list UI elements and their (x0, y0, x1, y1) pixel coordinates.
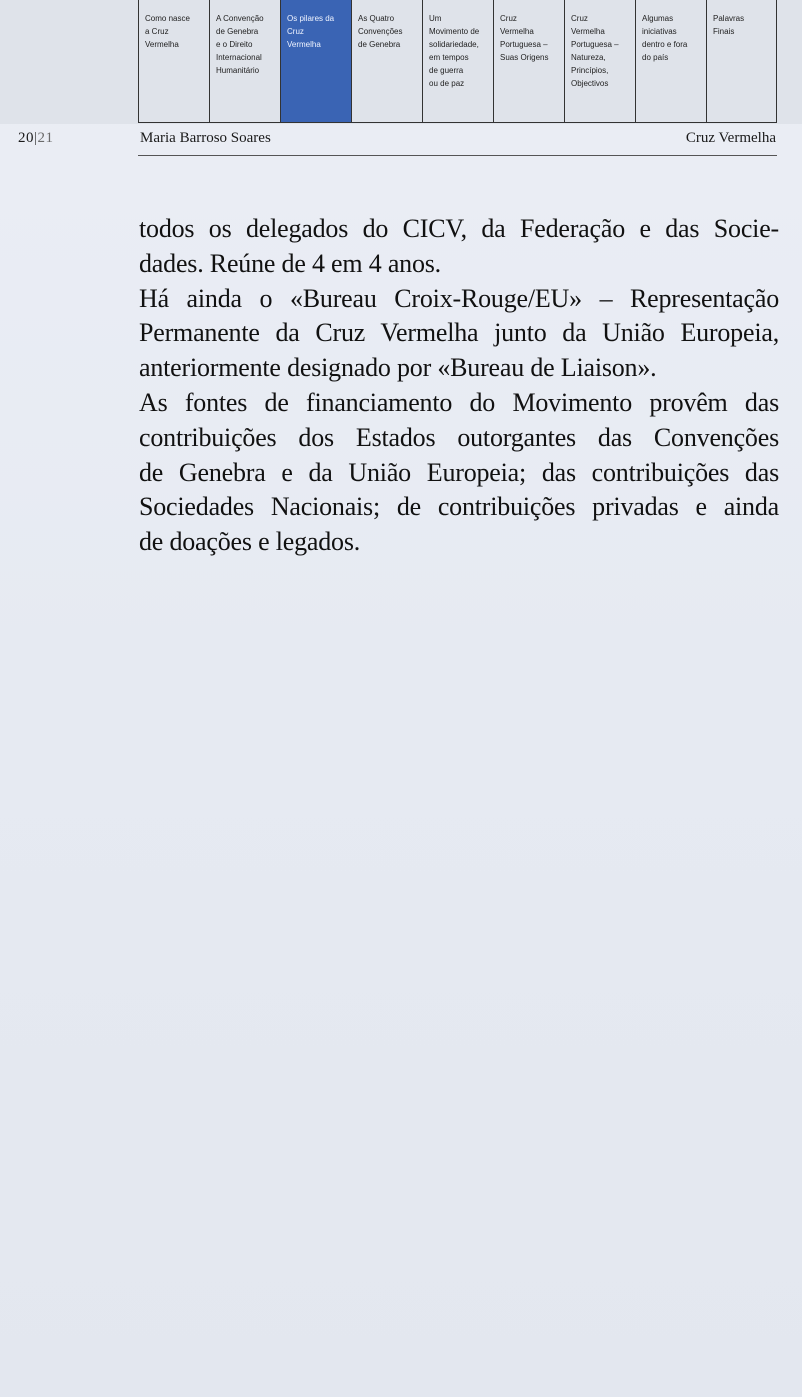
chapter-navigation-strip (0, 0, 802, 124)
page-number-right: 21 (37, 130, 54, 146)
section-title: Cruz Vermelha (685, 130, 776, 146)
body-line: anteriormente designado por «Bureau de Liaison». (139, 353, 657, 383)
nav-cell-cvp-origens[interactable]: Cruz Vermelha Portuguesa – Suas Origens (493, 0, 564, 122)
body-line: de doações e legados. (139, 527, 361, 557)
nav-cell-cvp-natureza[interactable]: Cruz Vermelha Portuguesa – Natureza, Princípios, Objectivos (564, 0, 635, 122)
nav-cell-como-nasce[interactable]: Como nasce a Cruz Vermelha (138, 0, 209, 122)
page-number-separator: | (34, 130, 38, 146)
body-line: Sociedades Nacionais; de contribuições privadas e ainda (139, 492, 779, 522)
body-line: de Genebra e da União Europeia; das contribuições das (139, 457, 779, 487)
nav-cell-iniciativas[interactable]: Algumas iniciativas dentro e fora do país (635, 0, 706, 122)
body-line: dades. Reúne de 4 em 4 anos. (139, 248, 441, 278)
author-name: Maria Barroso Soares (140, 130, 271, 146)
nav-cell-movimento-solidariedade[interactable]: Um Movimento de solidariedade, em tempos de guerra ou de paz (422, 0, 493, 122)
running-header (0, 128, 802, 150)
body-line: contribuições dos Estados outorgantes das Convenções (139, 422, 779, 452)
chapter-navigation-table (138, 0, 777, 123)
body-line: As fontes de financiamento do Movimento provêm das (139, 387, 779, 417)
body-line: Permanente da Cruz Vermelha junto da União Europeia, (139, 318, 779, 348)
nav-cell-convencao-genebra[interactable]: A Convenção de Genebra e o Direito Internacional Humanitário (209, 0, 280, 122)
body-text (139, 212, 779, 560)
header-divider (138, 155, 777, 156)
body-line: Há ainda o «Bureau Croix-Rouge/EU» – Representação (139, 283, 779, 313)
nav-cell-quatro-convencoes[interactable]: As Quatro Convenções de Genebra (351, 0, 422, 122)
nav-cell-pilares-active[interactable]: Os pilares da Cruz Vermelha (280, 0, 351, 122)
body-line: todos os delegados do CICV, da Federação e das Socie- (139, 214, 779, 243)
page-number-left: 20 (18, 130, 34, 146)
page-numbers (18, 130, 54, 147)
nav-cell-palavras-finais[interactable]: Palavras Finais (706, 0, 777, 122)
